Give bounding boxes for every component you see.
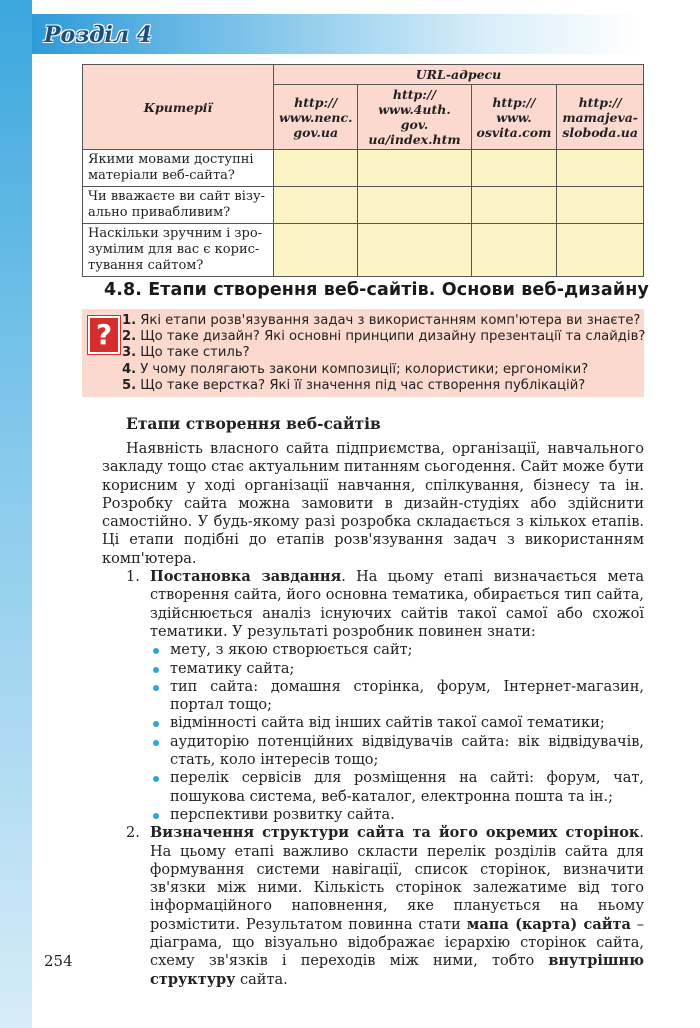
step-title: Визначення структури сайта та його окремих сторінок [150, 824, 640, 842]
criterion-line: Якими мовами доступні [88, 152, 254, 167]
list-item [122, 378, 645, 394]
list-item: відмінності сайта від інших сайтів такої самої тематики; [150, 714, 644, 732]
url-line: www. [496, 109, 532, 125]
criterion-line: Чи вважаєте ви сайт візу- [88, 189, 265, 204]
question-number: 4. [122, 361, 137, 377]
answer-cell[interactable] [557, 187, 644, 224]
url-line: http:// [492, 94, 536, 110]
url-header-cell [358, 85, 471, 150]
question-number: 2. [122, 329, 137, 345]
step-text: . На цьому етапі важливо скласти перелік розділів сайта для формування системи навігації, список сторінок, визначити зв'язки між ними. Кількість сторінок залежатиме від того інформаційного наповнення, яке планується на ньому розмістити. Результатом повинна стати [150, 825, 644, 933]
answer-cell[interactable] [557, 224, 644, 277]
answer-cell[interactable] [358, 150, 471, 187]
answer-cell[interactable] [557, 150, 644, 187]
question-number: 1. [122, 313, 137, 328]
site-map-term: мапа (карта) сайта [466, 915, 631, 933]
list-item: тематику сайта; [150, 660, 644, 678]
intro-paragraph: Наявність власного сайта підприємства, організації, навчального закладу тощо стає актуальним питанням сьогодення. Сайт може бути корисним у ході організації навчання, спілкування, бізнесу та ін. Розробку сайта можна замовити в дизайн-студіях або здійснити самостійно. У будь-якому разі розробка складається з кількох етапів. Ці етапи подібні до етапів розв'язування задач з використанням комп'ютера. [102, 441, 645, 567]
url-line: gov.ua [293, 124, 339, 140]
chapter-label: Розділ 4 [44, 22, 152, 48]
url-header-cell [557, 85, 644, 150]
criterion-cell [83, 224, 274, 277]
answer-cell[interactable] [471, 224, 557, 277]
steps-list [102, 568, 644, 989]
internal-structure-term: внутрішню структуру [150, 952, 644, 988]
table-row [83, 150, 644, 187]
step-item [126, 568, 644, 824]
body-text [102, 440, 644, 989]
answer-cell[interactable] [471, 150, 557, 187]
url-line: sloboda.ua [562, 124, 638, 140]
subsection-title: Етапи створення веб-сайтів [126, 414, 381, 433]
question-number: 5. [122, 377, 137, 393]
criterion-line: Наскільки зручним і зро- [88, 226, 263, 241]
list-item: перелік сервісів для розміщення на сайті: форум, чат, пошукова система, веб-каталог, електронна пошта та ін.; [150, 769, 644, 806]
answer-cell[interactable] [471, 187, 557, 224]
list-item: аудиторію потенційних відвідувачів сайта: вік відвідувачів, стать, коло інтересів тощо; [150, 733, 644, 770]
url-line: www.4uth. gov. [378, 102, 451, 132]
list-item [122, 313, 645, 329]
criterion-line: матеріали веб-сайта? [88, 168, 235, 183]
question-text: Що таке стиль? [140, 345, 250, 361]
criteria-header: Критерії [83, 65, 274, 150]
url-header-cell [274, 85, 358, 150]
review-questions-list [122, 313, 645, 394]
list-item: тип сайта: домашня сторінка, форум, Інтернет-магазин, портал тощо; [150, 678, 644, 715]
answer-cell[interactable] [358, 187, 471, 224]
side-color-strip [0, 0, 32, 1028]
url-line: osvita.com [476, 124, 552, 140]
list-item: мету, з якою створюється сайт; [150, 641, 644, 659]
answer-cell[interactable] [274, 187, 358, 224]
list-item [122, 345, 645, 361]
step-title: Постановка завдання [150, 568, 342, 586]
step-number: 2. [126, 825, 140, 842]
url-header: URL-адреси [274, 65, 644, 85]
url-line: ua/index.htm [368, 132, 461, 147]
url-header-cell [471, 85, 557, 150]
table-row [83, 224, 644, 277]
question-number: 3. [122, 345, 137, 361]
question-text: У чому полягають закони композиції; колористики; ергономіки? [140, 361, 589, 377]
question-text: Що таке дизайн? Які основні принципи дизайну презентації та слайдів? [140, 329, 646, 345]
requirements-list [150, 641, 644, 824]
step-text: . На цьому етапі визначається мета створення сайта, його основна тематика, обирається тип сайта, здійснюється аналіз існуючих сайтів такої самої або схожої тематики. У результаті розробник повинен знати: [150, 569, 644, 640]
answer-cell[interactable] [274, 224, 358, 277]
step-text: сайта. [235, 971, 288, 988]
step-text: – діаграма, що візуально відображає ієрархію сторінок сайта, схему зв'язків і переходів між ними, тобто [150, 916, 645, 970]
question-text: Які етапи розв'язування задач з використанням комп'ютера ви знаєте? [140, 313, 641, 328]
url-line: www.nenc. [279, 109, 353, 125]
answer-cell[interactable] [274, 150, 358, 187]
criterion-line: тування сайтом? [88, 258, 204, 273]
section-title: 4.8. Етапи створення веб-сайтів. Основи веб-дизайну [104, 280, 649, 300]
url-line: http:// [294, 94, 338, 110]
url-line: http:// [392, 87, 437, 102]
list-item [122, 329, 645, 345]
criterion-line: ально привабливим? [88, 205, 231, 220]
list-item: перспективи розвитку сайта. [150, 806, 644, 824]
question-mark-icon: ? [88, 316, 120, 354]
criteria-table [82, 64, 644, 277]
url-line: mamajeva- [562, 109, 638, 125]
page-number: 254 [44, 952, 73, 970]
step-number: 1. [126, 569, 140, 586]
criterion-cell [83, 150, 274, 187]
criterion-line: зумілим для вас є корис- [88, 242, 260, 257]
answer-cell[interactable] [358, 224, 471, 277]
table-row [83, 187, 644, 224]
question-text: Що таке верстка? Які її значення під час створення публікацій? [140, 377, 586, 393]
table-header-row [83, 65, 644, 85]
step-item [126, 824, 644, 989]
list-item [122, 362, 645, 378]
criterion-cell [83, 187, 274, 224]
url-line: http:// [578, 94, 622, 110]
